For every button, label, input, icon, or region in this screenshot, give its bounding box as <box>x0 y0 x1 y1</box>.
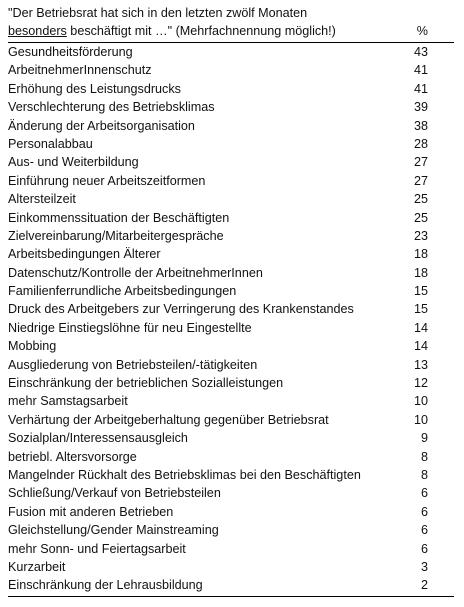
row-label: Einführung neuer Arbeitszeitformen <box>8 173 206 188</box>
row-percent: 2 <box>420 578 428 593</box>
row-label: Verhärtung der Arbeitgeberhaltung gegenüber Betriebsrat <box>8 412 329 427</box>
table-row <box>8 466 454 484</box>
table-row <box>8 374 454 392</box>
row-percent: 23 <box>413 228 428 243</box>
row-label: Verschlechterung des Betriebsklimas <box>8 100 215 115</box>
table-row <box>8 80 454 98</box>
table-row <box>8 264 454 282</box>
row-percent: 10 <box>413 394 428 409</box>
table-row <box>8 227 454 245</box>
table-row <box>8 300 454 318</box>
table-header <box>8 4 454 40</box>
row-label: Änderung der Arbeitsorganisation <box>8 118 195 133</box>
table-row <box>8 540 454 558</box>
row-label: mehr Sonn- und Feiertagsarbeit <box>8 541 186 556</box>
row-label: Arbeitsbedingungen Älterer <box>8 247 161 262</box>
table-row <box>8 448 454 466</box>
row-percent: 18 <box>413 247 428 262</box>
row-label: Ausgliederung von Betriebsteilen/-tätigkeiten <box>8 357 258 372</box>
row-percent: 18 <box>413 265 428 280</box>
row-percent: 15 <box>413 284 428 299</box>
row-percent: 3 <box>420 559 428 574</box>
row-percent: 38 <box>413 118 428 133</box>
row-label: Mobbing <box>8 339 57 354</box>
row-percent: 25 <box>413 210 428 225</box>
table-row <box>8 98 454 116</box>
question-line-2-rest: beschäftigt mit …" (Mehrfachnennung möglich!) <box>66 24 336 38</box>
table-row <box>8 319 454 337</box>
row-percent: 14 <box>413 339 428 354</box>
row-label: Datenschutz/Kontrolle der ArbeitnehmerInnen <box>8 265 263 280</box>
table-row <box>8 245 454 263</box>
row-label: Druck des Arbeitgebers zur Verringerung des Krankenstandes <box>8 302 354 317</box>
row-percent: 41 <box>413 81 428 96</box>
row-percent: 6 <box>420 523 428 538</box>
table-row <box>8 337 454 355</box>
row-label: Kurzarbeit <box>8 559 66 574</box>
table-body <box>8 43 454 595</box>
row-label: Niedrige Einstiegslöhne für neu Eingestellte <box>8 320 252 335</box>
table-row <box>8 429 454 447</box>
table-row <box>8 576 454 594</box>
row-percent: 6 <box>420 486 428 501</box>
percent-column-header: % <box>416 24 428 38</box>
row-label: Einkommenssituation der Beschäftigten <box>8 210 230 225</box>
row-percent: 27 <box>413 155 428 170</box>
table-row <box>8 153 454 171</box>
row-label: Mangelnder Rückhalt des Betriebsklimas bei den Beschäftigten <box>8 467 361 482</box>
table-row <box>8 392 454 410</box>
table-row <box>8 503 454 521</box>
table-row <box>8 135 454 153</box>
row-label: Personalabbau <box>8 136 93 151</box>
row-label: Erhöhung des Leistungsdrucks <box>8 81 181 96</box>
row-label: Familienferrundliche Arbeitsbedingungen <box>8 284 237 299</box>
table-row <box>8 190 454 208</box>
question-line-1: "Der Betriebsrat hat sich in den letzten zwölf Monaten <box>8 6 308 20</box>
row-percent: 27 <box>413 173 428 188</box>
row-percent: 25 <box>413 192 428 207</box>
row-percent: 9 <box>420 431 428 446</box>
table-row <box>8 172 454 190</box>
row-label: mehr Samstagsarbeit <box>8 394 128 409</box>
row-percent: 39 <box>413 100 428 115</box>
table-row <box>8 61 454 79</box>
row-percent: 8 <box>420 467 428 482</box>
row-label: Sozialplan/Interessensausgleich <box>8 431 188 446</box>
row-label: Altersteilzeit <box>8 192 76 207</box>
table-row <box>8 209 454 227</box>
table-row <box>8 521 454 539</box>
row-label: Zielvereinbarung/Mitarbeitergespräche <box>8 228 224 243</box>
table-row <box>8 43 454 61</box>
row-percent: 8 <box>420 449 428 464</box>
row-label: Schließung/Verkauf von Betriebsteilen <box>8 486 221 501</box>
row-percent: 28 <box>413 136 428 151</box>
table-row <box>8 117 454 135</box>
emphasis-word: besonders <box>8 24 67 38</box>
row-percent: 13 <box>413 357 428 372</box>
row-label: ArbeitnehmerInnenschutz <box>8 63 152 78</box>
row-label: Fusion mit anderen Betrieben <box>8 504 174 519</box>
table-row <box>8 411 454 429</box>
row-label: Gesundheitsförderung <box>8 45 133 59</box>
table-row <box>8 356 454 374</box>
bottom-rule <box>8 596 454 597</box>
row-label: Gleichstellung/Gender Mainstreaming <box>8 523 219 538</box>
row-label: betriebl. Altersvorsorge <box>8 449 137 464</box>
row-label: Aus- und Weiterbildung <box>8 155 139 170</box>
row-percent: 41 <box>413 63 428 78</box>
row-percent: 6 <box>420 504 428 519</box>
table-row <box>8 282 454 300</box>
row-percent: 14 <box>413 320 428 335</box>
row-percent: 12 <box>413 376 428 391</box>
row-percent: 10 <box>413 412 428 427</box>
row-label: Einschränkung der Lehrausbildung <box>8 578 203 593</box>
row-percent: 6 <box>420 541 428 556</box>
row-label: Einschränkung der betrieblichen Sozialleistungen <box>8 376 284 391</box>
row-percent: 15 <box>413 302 428 317</box>
table-row <box>8 558 454 576</box>
table-row <box>8 484 454 502</box>
row-percent: 43 <box>413 45 428 59</box>
question-line-2 <box>8 22 454 40</box>
